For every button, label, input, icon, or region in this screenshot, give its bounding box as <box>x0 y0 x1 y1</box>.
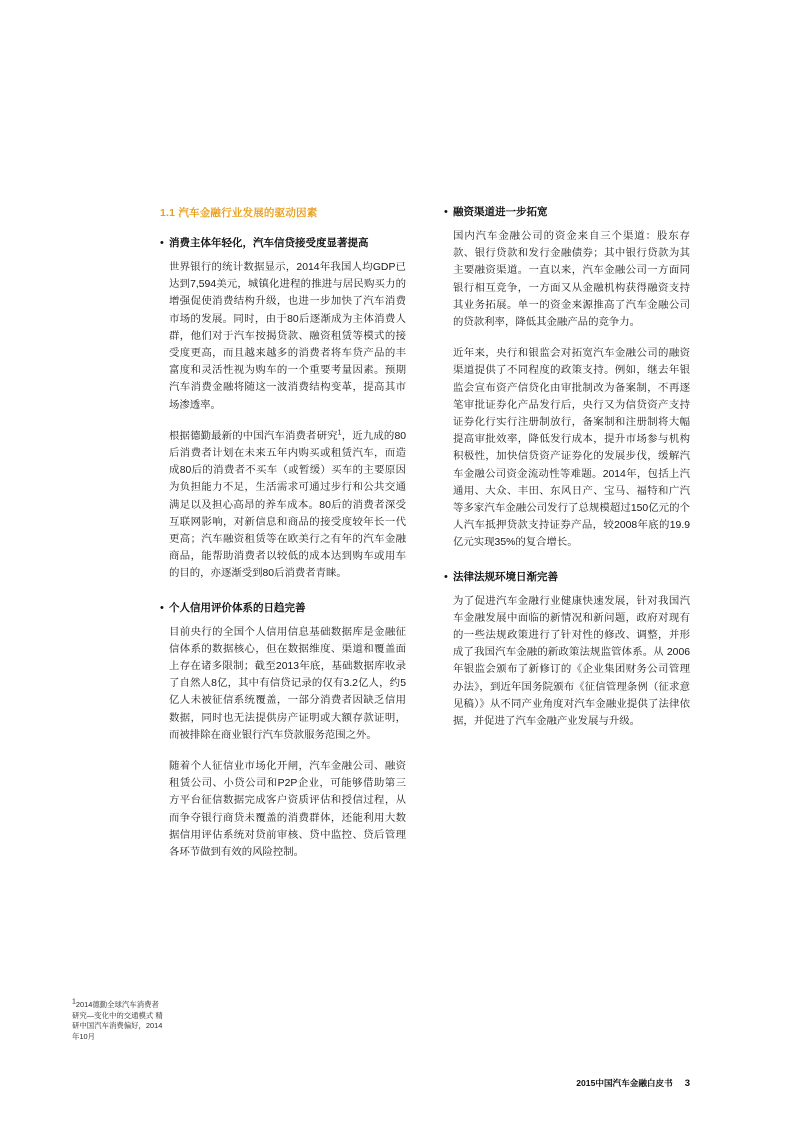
footer-title: 2015中国汽车金融白皮书 <box>576 1078 673 1088</box>
right-heading-2 <box>444 570 690 585</box>
left-paragraph-2-pre: 根据德勤最新的中国汽车消费者研究 <box>169 430 338 442</box>
left-column <box>160 205 406 861</box>
bullet-dot-icon: • <box>444 206 448 218</box>
bullet-dot-icon: • <box>444 570 448 583</box>
right-paragraph-2: 近年来，央行和银监会对拓宽汽车金融公司的融资渠道提供了不同程度的政策支持。例如，继去年银监会宣布资产信贷化由审批制改为备案制，不再逐笔审批证券化产品发行后，央行又为信贷资产支持证券化行实行注册制放行，备案制和注册制将大幅提高审批效率，降低发行成本，提升市场参与机构积极性，加快信贷资产证券化的发展步伐，缓解汽车金融公司资金流动性等难题。2014年，包括上汽通用、大众、丰田、东风日产、宝马、福特和广汽等多家汽车金融公司发行了总规模超过150亿元的个人汽车抵押贷款支持证券产品，较2008年底的19.9亿元实现35%的复合增长。 <box>453 348 690 549</box>
bullet-dot-icon: • <box>160 601 164 614</box>
page-number: 3 <box>684 1078 690 1089</box>
right-heading-1-label: 融资渠道进一步拓宽 <box>453 206 548 218</box>
left-paragraph-1: 世界银行的统计数据显示，2014年我国人均GDP已达到7,594美元，城镇化进程的推进与居民购买力的增强促使消费结构升级，也进一步加快了汽车消费市场的发展。同时，由于80后逐渐成为主体消费人群，他们对于汽车按揭贷款、融资租赁等模式的接受度更高，而且越来越多的消费者将车贷产品的丰富度和灵活性视为购车的一个重要考量因素。预期汽车消费金融将随这一波消费结构变革，提高其市场渗透率。 <box>169 262 406 411</box>
footnote-text: 2014德勤全球汽车消费者研究—变化中的交通模式 精研中国汽车消费偏好，2014年10月 <box>72 1000 163 1041</box>
page-footer <box>576 1077 690 1089</box>
right-heading-1 <box>444 205 690 220</box>
footnote-reference: 1 <box>337 429 342 437</box>
left-heading-2-label: 个人信用评价体系的日趋完善 <box>169 601 306 614</box>
left-heading-1-label: 消费主体年轻化，汽车信贷接受度显著提高 <box>169 237 369 249</box>
bullet-dot-icon: • <box>160 237 164 249</box>
footnote <box>72 1000 164 1042</box>
left-paragraph-2-post: ，近九成的80后消费者计划在未来五年内购买或租赁汽车，而造成80后的消费者不买车（或暂缓）买车的主要原因为负担能力不足，生活需求可通过步行和公共交通满足以及担心高昂的养车成本。80后的消费者深受互联网影响，对新信息和商品的接受度较年长一代更高；汽车融资租赁等在欧美行之有年的汽车金融商品，能帮助消费者以较低的成本达到购车或用车的目的，亦逐渐受到80后消费者青睐。 <box>169 430 406 580</box>
section-title: 1.1 汽车金融行业发展的驱动因素 <box>160 207 318 219</box>
right-paragraph-1: 国内汽车金融公司的资金来自三个渠道：股东存款、银行贷款和发行金融债券；其中银行贷款为其主要融资渠道。一直以来，汽车金融公司一方面同银行相互竞争，一方面又从金融机构获得融资支持其业务拓展。单一的资金来源推高了汽车金融公司的贷款利率，降低其金融产品的竞争力。 <box>453 231 690 329</box>
left-heading-1 <box>160 236 406 251</box>
right-heading-2-label: 法律法规环境日渐完善 <box>453 570 558 583</box>
left-paragraph-4: 随着个人征信业市场化开闸，汽车金融公司、融资租赁公司、小贷公司和P2P企业，可能够借助第三方平台征信数据完成客户资质评估和授信过程，从而争夺银行商贷未覆盖的消费群体，还能利用大数据信用评估系统对贷前审核、贷中监控、贷后管理各环节做到有效的风险控制。 <box>169 761 406 859</box>
right-column <box>444 205 690 861</box>
left-paragraph-3: 目前央行的全国个人信用信息基础数据库是金融征信体系的数据核心，但在数据维度、渠道和覆盖面上存在诸多限制；截至2013年底，基础数据库收录了自然人8亿，其中有信贷记录的仅有3.2亿人，约5亿人未被征信系统覆盖，一部分消费者因缺乏信用数据，同时也无法提供房产证明或大额存款证明，而被排除在商业银行汽车贷款服务范围之外。 <box>169 626 406 741</box>
two-column-body <box>160 205 690 861</box>
left-heading-2 <box>160 601 406 616</box>
left-paragraph-2 <box>160 428 406 583</box>
footnote-mark: 1 <box>72 998 76 1006</box>
right-paragraph-3: 为了促进汽车金融行业健康快速发展，针对我国汽车金融发展中面临的新情况和新问题，政府对现有的一些法规政策进行了针对性的修改、调整，并形成了我国汽车金融的新政策法规监管体系。从 2006 年银监会颁布了新修订的《企业集团财务公司管理办法》，到近年国务院颁布《征信管理条例（征求意见稿）》从不同产业角度对汽车金融业提供了法律依据，并促进了汽车金融产业发展与升级。 <box>453 595 690 728</box>
